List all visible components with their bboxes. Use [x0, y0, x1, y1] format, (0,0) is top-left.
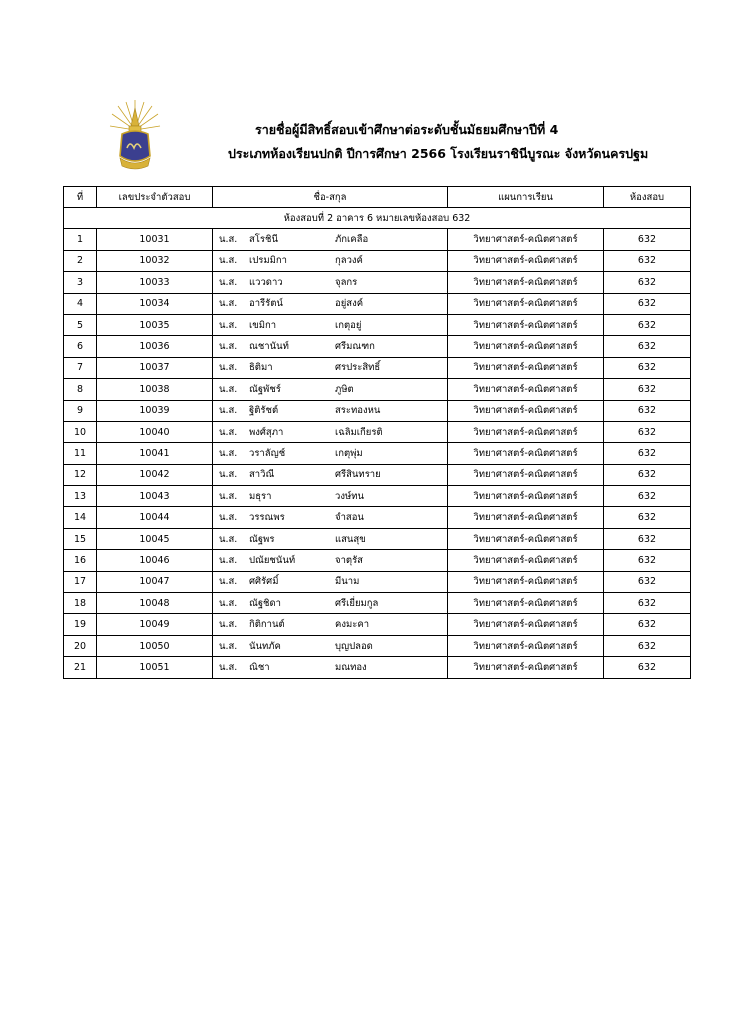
- student-name: [213, 272, 448, 293]
- first-name: สาวิณี: [249, 469, 275, 481]
- exam-room: 632: [604, 314, 691, 335]
- student-name: [213, 464, 448, 485]
- first-name: พงศ์สุภา: [249, 426, 284, 438]
- table-row: [64, 314, 691, 335]
- study-plan: วิทยาศาสตร์-คณิตศาสตร์: [448, 507, 604, 528]
- row-number: 16: [64, 550, 97, 571]
- name-prefix: น.ส.: [219, 319, 238, 331]
- exam-room: 632: [604, 635, 691, 656]
- school-crest-icon: [108, 100, 162, 178]
- row-number: 7: [64, 357, 97, 378]
- last-name: ศรประสิทธิ์: [335, 362, 381, 374]
- table-row: [64, 250, 691, 271]
- exam-room: 632: [604, 593, 691, 614]
- exam-room: 632: [604, 443, 691, 464]
- first-name: สโรชินี: [249, 234, 278, 246]
- study-plan: วิทยาศาสตร์-คณิตศาสตร์: [448, 464, 604, 485]
- study-plan: วิทยาศาสตร์-คณิตศาสตร์: [448, 229, 604, 250]
- study-plan: วิทยาศาสตร์-คณิตศาสตร์: [448, 443, 604, 464]
- first-name: อารีรัตน์: [249, 298, 283, 310]
- row-number: 5: [64, 314, 97, 335]
- first-name: มธุรา: [249, 490, 272, 502]
- last-name: จาตุรัส: [335, 554, 363, 566]
- exam-room: 632: [604, 528, 691, 549]
- row-number: 12: [64, 464, 97, 485]
- name-prefix: น.ส.: [219, 619, 238, 631]
- row-number: 11: [64, 443, 97, 464]
- first-name: ปณัยชนันท์: [249, 554, 296, 566]
- study-plan: วิทยาศาสตร์-คณิตศาสตร์: [448, 379, 604, 400]
- name-prefix: น.ส.: [219, 362, 238, 374]
- last-name: ภักเคลือ: [335, 234, 369, 246]
- table-row: [64, 379, 691, 400]
- exam-room: 632: [604, 400, 691, 421]
- last-name: วงษ์ทน: [335, 490, 364, 502]
- study-plan: วิทยาศาสตร์-คณิตศาสตร์: [448, 593, 604, 614]
- exam-id: 10051: [97, 657, 213, 678]
- exam-id: 10035: [97, 314, 213, 335]
- study-plan: วิทยาศาสตร์-คณิตศาสตร์: [448, 657, 604, 678]
- last-name: มณทอง: [335, 661, 367, 673]
- last-name: เกตุพุ่ม: [335, 447, 363, 459]
- exam-room: 632: [604, 421, 691, 442]
- row-number: 20: [64, 635, 97, 656]
- row-number: 4: [64, 293, 97, 314]
- first-name: ฐิติรัชต์: [249, 405, 279, 417]
- student-name: [213, 593, 448, 614]
- study-plan: วิทยาศาสตร์-คณิตศาสตร์: [448, 635, 604, 656]
- exam-id: 10044: [97, 507, 213, 528]
- last-name: กุลวงค์: [335, 255, 363, 267]
- row-number: 18: [64, 593, 97, 614]
- exam-room: 632: [604, 293, 691, 314]
- student-name: [213, 528, 448, 549]
- first-name: ณัฐพัชร์: [249, 383, 281, 395]
- study-plan: วิทยาศาสตร์-คณิตศาสตร์: [448, 528, 604, 549]
- student-name: [213, 486, 448, 507]
- exam-id: 10050: [97, 635, 213, 656]
- last-name: บุญปลอด: [335, 640, 373, 652]
- name-prefix: น.ส.: [219, 469, 238, 481]
- study-plan: วิทยาศาสตร์-คณิตศาสตร์: [448, 550, 604, 571]
- exam-id: 10034: [97, 293, 213, 314]
- row-number: 19: [64, 614, 97, 635]
- name-prefix: น.ส.: [219, 255, 238, 267]
- name-prefix: น.ส.: [219, 576, 238, 588]
- name-prefix: น.ส.: [219, 383, 238, 395]
- name-prefix: น.ส.: [219, 298, 238, 310]
- exam-id: 10040: [97, 421, 213, 442]
- student-name: [213, 314, 448, 335]
- first-name: แววดาว: [249, 276, 283, 288]
- last-name: เกตุอยู่: [335, 319, 362, 331]
- exam-id: 10042: [97, 464, 213, 485]
- first-name: วรรณพร: [249, 512, 285, 524]
- student-name: [213, 421, 448, 442]
- name-prefix: น.ส.: [219, 597, 238, 609]
- exam-id: 10032: [97, 250, 213, 271]
- column-header-name: ชื่อ-สกุล: [213, 187, 448, 208]
- table-header-row: [64, 187, 691, 208]
- last-name: ศรีมณฑก: [335, 341, 375, 353]
- table-row: [64, 528, 691, 549]
- name-prefix: น.ส.: [219, 554, 238, 566]
- table-row: [64, 593, 691, 614]
- student-name: [213, 571, 448, 592]
- name-prefix: น.ส.: [219, 661, 238, 673]
- row-number: 2: [64, 250, 97, 271]
- last-name: จุลกร: [335, 276, 358, 288]
- name-prefix: น.ส.: [219, 512, 238, 524]
- column-header-study-plan: แผนการเรียน: [448, 187, 604, 208]
- last-name: เฉลิมเกียรติ: [335, 426, 383, 438]
- table-row: [64, 357, 691, 378]
- name-prefix: น.ส.: [219, 490, 238, 502]
- last-name: คงมะคา: [335, 619, 370, 631]
- exam-id: 10038: [97, 379, 213, 400]
- exam-room: 632: [604, 250, 691, 271]
- exam-room: 632: [604, 272, 691, 293]
- first-name: กิติกานต์: [249, 619, 285, 631]
- student-name: [213, 379, 448, 400]
- exam-id: 10031: [97, 229, 213, 250]
- student-name: [213, 657, 448, 678]
- student-name: [213, 229, 448, 250]
- study-plan: วิทยาศาสตร์-คณิตศาสตร์: [448, 293, 604, 314]
- first-name: ณัฐพร: [249, 533, 275, 545]
- table-row: [64, 293, 691, 314]
- last-name: สระทองหน: [335, 405, 381, 417]
- exam-room: 632: [604, 357, 691, 378]
- document-title: รายชื่อผู้มีสิทธิ์สอบเข้าศึกษาต่อระดับชั้นมัธยมศึกษาปีที่ 4: [255, 122, 559, 137]
- name-prefix: น.ส.: [219, 447, 238, 459]
- study-plan: วิทยาศาสตร์-คณิตศาสตร์: [448, 357, 604, 378]
- exam-room: 632: [604, 507, 691, 528]
- study-plan: วิทยาศาสตร์-คณิตศาสตร์: [448, 314, 604, 335]
- exam-id: 10046: [97, 550, 213, 571]
- student-name: [213, 507, 448, 528]
- last-name: ศรีสินทราย: [335, 469, 381, 481]
- row-number: 13: [64, 486, 97, 507]
- row-number: 15: [64, 528, 97, 549]
- table-row: [64, 336, 691, 357]
- section-title: ห้องสอบที่ 2 อาคาร 6 หมายเลขห้องสอบ 632: [64, 208, 691, 229]
- last-name: อยู่สงค์: [335, 298, 364, 310]
- exam-id: 10045: [97, 528, 213, 549]
- exam-id: 10048: [97, 593, 213, 614]
- exam-id: 10049: [97, 614, 213, 635]
- candidate-table: [63, 186, 691, 679]
- student-name: [213, 614, 448, 635]
- row-number: 14: [64, 507, 97, 528]
- exam-room: 632: [604, 379, 691, 400]
- column-header-no: ที่: [64, 187, 97, 208]
- table-row: [64, 657, 691, 678]
- section-row: [64, 208, 691, 229]
- exam-id: 10041: [97, 443, 213, 464]
- table-row: [64, 550, 691, 571]
- student-name: [213, 357, 448, 378]
- first-name: ศศิรัศมิ์: [249, 576, 279, 588]
- first-name: ณิชา: [249, 661, 270, 673]
- last-name: ศรีเยี่ยมกูล: [335, 597, 379, 609]
- exam-id: 10037: [97, 357, 213, 378]
- study-plan: วิทยาศาสตร์-คณิตศาสตร์: [448, 400, 604, 421]
- study-plan: วิทยาศาสตร์-คณิตศาสตร์: [448, 486, 604, 507]
- student-name: [213, 293, 448, 314]
- table-row: [64, 400, 691, 421]
- exam-room: 632: [604, 571, 691, 592]
- first-name: วราลัญช์: [249, 447, 286, 459]
- row-number: 17: [64, 571, 97, 592]
- student-name: [213, 635, 448, 656]
- exam-id: 10033: [97, 272, 213, 293]
- exam-room: 632: [604, 229, 691, 250]
- study-plan: วิทยาศาสตร์-คณิตศาสตร์: [448, 614, 604, 635]
- table-row: [64, 571, 691, 592]
- name-prefix: น.ส.: [219, 640, 238, 652]
- row-number: 1: [64, 229, 97, 250]
- study-plan: วิทยาศาสตร์-คณิตศาสตร์: [448, 421, 604, 442]
- table-row: [64, 486, 691, 507]
- row-number: 21: [64, 657, 97, 678]
- first-name: นันทภัค: [249, 640, 281, 652]
- table-row: [64, 421, 691, 442]
- student-name: [213, 443, 448, 464]
- last-name: มีนาม: [335, 576, 360, 588]
- exam-room: 632: [604, 550, 691, 571]
- name-prefix: น.ส.: [219, 405, 238, 417]
- table-row: [64, 443, 691, 464]
- last-name: แสนสุข: [335, 533, 366, 545]
- row-number: 6: [64, 336, 97, 357]
- exam-room: 632: [604, 336, 691, 357]
- study-plan: วิทยาศาสตร์-คณิตศาสตร์: [448, 272, 604, 293]
- column-header-exam-room: ห้องสอบ: [604, 187, 691, 208]
- study-plan: วิทยาศาสตร์-คณิตศาสตร์: [448, 571, 604, 592]
- column-header-exam-id: เลขประจำตัวสอบ: [97, 187, 213, 208]
- exam-id: 10036: [97, 336, 213, 357]
- study-plan: วิทยาศาสตร์-คณิตศาสตร์: [448, 336, 604, 357]
- exam-id: 10043: [97, 486, 213, 507]
- student-name: [213, 336, 448, 357]
- table-row: [64, 464, 691, 485]
- name-prefix: น.ส.: [219, 341, 238, 353]
- student-name: [213, 550, 448, 571]
- exam-id: 10039: [97, 400, 213, 421]
- student-name: [213, 400, 448, 421]
- row-number: 10: [64, 421, 97, 442]
- study-plan: วิทยาศาสตร์-คณิตศาสตร์: [448, 250, 604, 271]
- row-number: 9: [64, 400, 97, 421]
- first-name: เขมิกา: [249, 319, 277, 331]
- table-row: [64, 635, 691, 656]
- exam-id: 10047: [97, 571, 213, 592]
- first-name: ณัฐชิดา: [249, 597, 282, 609]
- table-row: [64, 272, 691, 293]
- first-name: ณชานันท์: [249, 341, 289, 353]
- name-prefix: น.ส.: [219, 276, 238, 288]
- row-number: 3: [64, 272, 97, 293]
- exam-room: 632: [604, 486, 691, 507]
- table-row: [64, 229, 691, 250]
- exam-room: 632: [604, 464, 691, 485]
- name-prefix: น.ส.: [219, 533, 238, 545]
- table-row: [64, 614, 691, 635]
- first-name: ธิติมา: [249, 362, 273, 374]
- name-prefix: น.ส.: [219, 234, 238, 246]
- last-name: จำสอน: [335, 512, 364, 524]
- document-subtitle: ประเภทห้องเรียนปกติ ปีการศึกษา 2566 โรงเรียนราชินีบูรณะ จังหวัดนครปฐม: [228, 146, 649, 161]
- exam-room: 632: [604, 614, 691, 635]
- student-name: [213, 250, 448, 271]
- name-prefix: น.ส.: [219, 426, 238, 438]
- table-row: [64, 507, 691, 528]
- last-name: ภูษิต: [335, 383, 354, 395]
- exam-room: 632: [604, 657, 691, 678]
- first-name: เปรมมิกา: [249, 255, 287, 267]
- row-number: 8: [64, 379, 97, 400]
